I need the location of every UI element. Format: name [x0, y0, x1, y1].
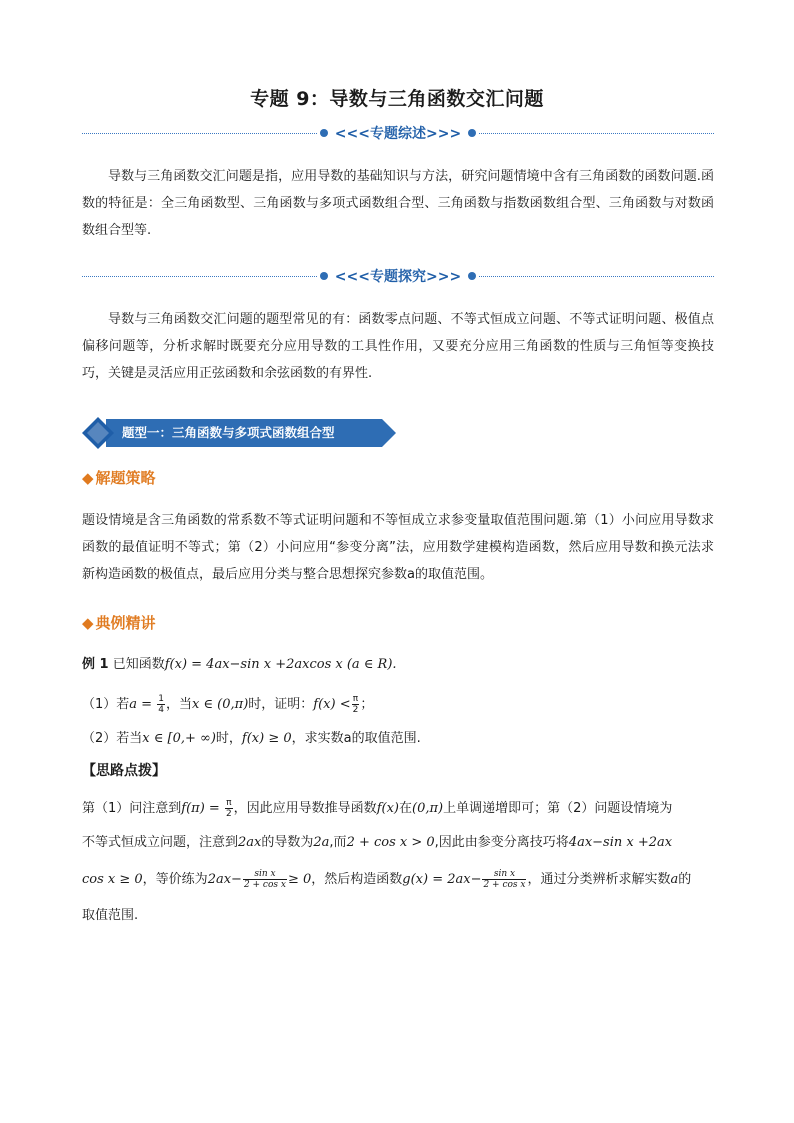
banner-text: 题型一：三角函数与多项式函数组合型 — [122, 425, 335, 440]
dot-icon — [468, 272, 476, 280]
dot-icon — [468, 129, 476, 137]
strategy-paragraph: 题设情境是含三角函数的常系数不等式证明问题和不等恒成立求参变量取值范围问题.第（1）小问应用导数求函数的最值证明不等式；第（2）小问应用“参变分离”法，应用数学建模构造函数，然后应用导数和换元法求新构造函数的极值点，最后应用分类与整合思想探究参数a的取值范围。 — [82, 513, 714, 582]
hint-line-4: 取值范围. — [82, 908, 139, 923]
example-heading: ◆ 典例精讲 — [82, 614, 156, 632]
section-label: <<<专题综述>>> — [334, 126, 462, 142]
section-divider-overview — [82, 124, 714, 144]
page-title: 专题 9：导数与三角函数交汇问题 — [250, 88, 544, 110]
example-statement: 例 1 已知函数f(x) = 4ax−sin x +2axcos x (a ∈ R). — [82, 657, 397, 672]
hint-line-2: 不等式恒成立问题，注意到2ax的导数为2a,而2 + cos x > 0,因此由参变分离技巧将4ax−sin x +2ax — [82, 835, 673, 850]
explore-paragraph: 导数与三角函数交汇问题的题型常见的有：函数零点问题、不等式恒成立问题、不等式证明问题、极值点偏移问题等，分析求解时既要充分应用导数的工具性作用，又要充分应用三角函数的性质与三角恒等变换技巧，关键是灵活应用正弦函数和余弦函数的有界性. — [82, 312, 714, 381]
section-label: <<<专题探究>>> — [334, 269, 462, 285]
topic-banner — [82, 417, 398, 449]
overview-paragraph: 导数与三角函数交汇问题是指，应用导数的基础知识与方法，研究问题情境中含有三角函数的函数问题.函数的特征是：全三角函数型、三角函数与多项式函数组合型、三角函数与指数函数组合型、三角函数与对数函数组合型等. — [82, 169, 714, 238]
hint-line-3: cos x ≥ 0，等价练为2ax− $\frac{\text{sin x}}{\text{2 + cos x}}$ ≥ 0，然后构造函数g(x) = 2ax− $\frac{\text{sin x}}{\text{2 + cos x}}$ ，通过分类辨析求解实数a的 — [82, 869, 692, 890]
hint-heading: 【思路点拨】 — [82, 763, 166, 779]
question-1: （1）若a = $\frac{1}{4}$ ，当x ∈ (0,π)时，证明：f(x) < $\frac{\pi}{2}$ ； — [82, 694, 374, 715]
section-divider-explore — [82, 267, 714, 287]
diamond-icon: ◆ — [82, 614, 94, 632]
diamond-icon: ◆ — [82, 469, 94, 487]
strategy-heading: ◆ 解题策略 — [82, 469, 156, 487]
hint-line-1: 第（1）问注意到f(π) = $\frac{\pi}{2}$ ，因此应用导数推导函数f(x)在(0,π)上单调递增即可；第（2）问题设情境为 — [82, 798, 673, 819]
question-2: （2）若当x ∈ [0,+ ∞)时，f(x) ≥ 0，求实数a的取值范围. — [82, 731, 421, 746]
